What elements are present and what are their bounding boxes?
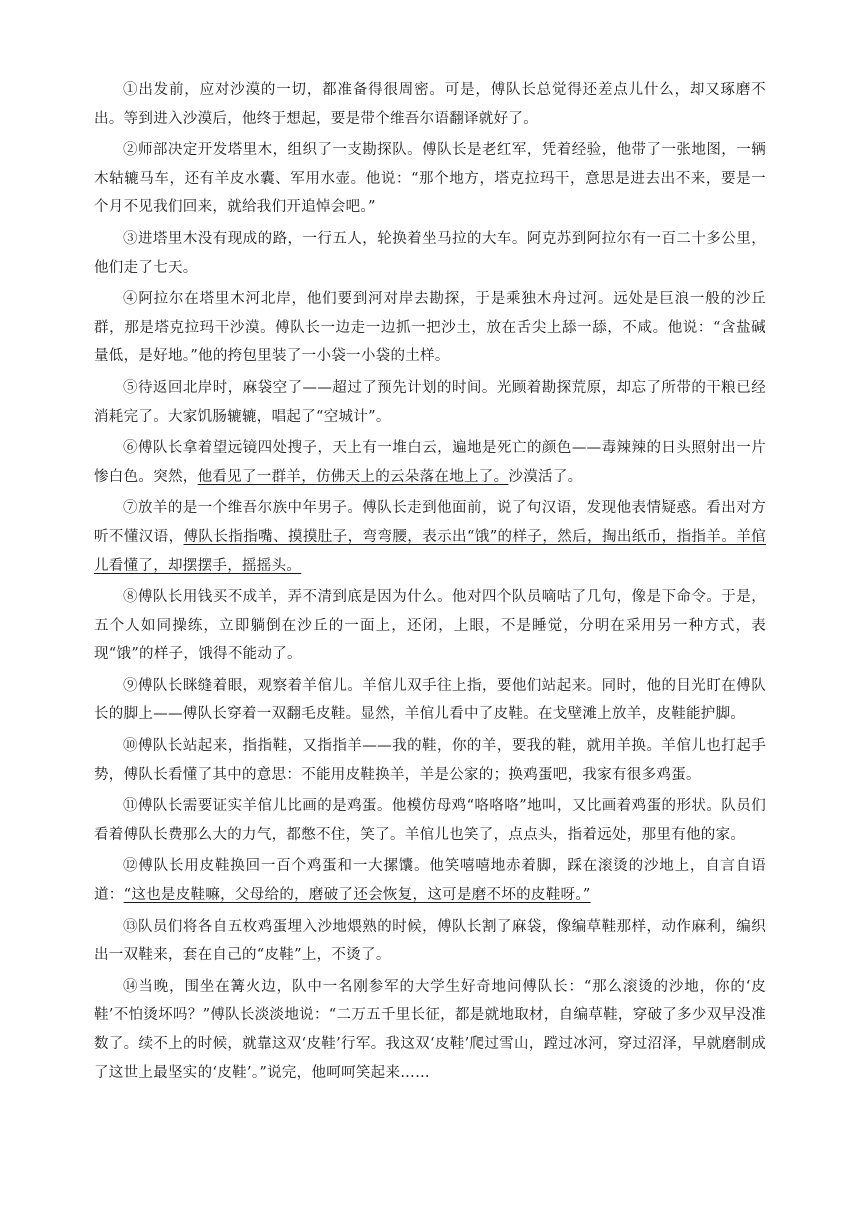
paragraph-text: ①出发前，应对沙漠的一切，都准备得很周密。可是，傅队长总觉得还差点儿什么，却又琢磨不出。等到进入沙漠后，他终于想起，要是带个维吾尔语翻译就好了。 bbox=[94, 82, 766, 127]
paragraph-text: ⑧傅队长用钱买不成羊，弄不清到底是因为什么。他对四个队员嘀咕了几句，像是下命令。于是，五个人如同操练，立即躺倒在沙丘的一面上，还闭，上眼，不是睡觉，分明在采用另一种方式，表现“饿”的样子，饿得不能动了。 bbox=[94, 589, 766, 663]
paragraph-11 bbox=[94, 792, 766, 849]
paragraph-text: ⑩傅队长站起来，指指鞋，又指指羊——我的鞋，你的羊，要我的鞋，就用羊换。羊倌儿也打起手势，傅队长看懂了其中的意思：不能用皮鞋换羊，羊是公家的；换鸡蛋吧，我家有很多鸡蛋。 bbox=[94, 738, 766, 783]
paragraph-text: ⑫傅队长用皮鞋换回一百个鸡蛋和一大摞馕。他笑嘻嘻地赤着脚，踩在滚烫的沙地上，自言自语道： bbox=[94, 858, 766, 904]
underlined-text: 他看见了一群羊，仿佛天上的云朵落在地上了。 bbox=[197, 468, 509, 485]
paragraph-text: ⑥傅队长拿着望远镜四处搜子，天上有一堆白云，遍地是死亡的颜色——毒辣辣的日头照射出一片惨白色。突然， bbox=[94, 440, 766, 485]
paragraph-text: ⑦放羊的是一个维吾尔族中年男子。傅队长走到他面前，说了句汉语，发现他表情疑惑。看出对方听不懂汉语， bbox=[94, 500, 766, 545]
paragraph-1 bbox=[94, 76, 766, 133]
paragraph-8 bbox=[94, 583, 766, 669]
paragraph-13 bbox=[94, 913, 766, 970]
underlined-text: 傅队长指指嘴、摸摸肚子，弯弯腰，表示出“饿”的样子，然后，掏出纸币，指指羊。羊倌儿看懂了，却摆摆手，摇摇头。 bbox=[94, 528, 766, 574]
paragraph-12 bbox=[94, 852, 766, 909]
paragraph-text: ②师部决定开发塔里木，组织了一支勘探队。傅队长是老红军，凭着经验，他带了一张地图，一辆木轱辘马车，还有羊皮水囊、军用水壶。他说：“那个地方，塔克拉玛干，意思是进去出不来，要是一个月不见我们回来，就给我们开追悼会吧。” bbox=[94, 142, 766, 216]
paragraph-text: ④阿拉尔在塔里木河北岸，他们要到河对岸去勘探，于是乘独木舟过河。远处是巨浪一般的沙丘群，那是塔克拉玛干沙漠。傅队长一边走一边抓一把沙土，放在舌尖上舔一舔，不咸。他说：“含盐碱量低，是好地。”他的挎包里装了一小袋一小袋的土样。 bbox=[94, 291, 766, 365]
paragraph-text: ⑨傅队长眯缝着眼，观察着羊倌儿。羊倌儿双手往上指，要他们站起来。同时，他的目光盯在傅队长的脚上——傅队长穿着一双翻毛皮鞋。显然，羊倌儿看中了皮鞋。在戈壁滩上放羊，皮鞋能护脚。 bbox=[94, 677, 766, 723]
paragraph-6 bbox=[94, 434, 766, 491]
paragraph-5 bbox=[94, 374, 766, 431]
underlined-text: “这也是皮鞋嘛，父母给的，磨破了还会恢复，这可是磨不坏的皮鞋呀。” bbox=[123, 887, 591, 904]
paragraph-text: ⑤待返回北岸时，麻袋空了——超过了预先计划的时间。光顾着勘探荒原，却忘了所带的干粮已经消耗完了。大家饥肠辘辘，唱起了“空城计”。 bbox=[94, 379, 766, 425]
paragraph-10 bbox=[94, 732, 766, 789]
paragraph-9 bbox=[94, 672, 766, 729]
paragraph-7 bbox=[94, 494, 766, 580]
paragraph-3 bbox=[94, 225, 766, 282]
paragraph-text: ③进塔里木没有现成的路，一行五人，轮换着坐马拉的大车。阿克苏到阿拉尔有一百二十多公里，他们走了七天。 bbox=[94, 230, 766, 276]
paragraph-2 bbox=[94, 136, 766, 222]
paragraph-text: ⑪傅队长需要证实羊倌儿比画的是鸡蛋。他模仿母鸡“咯咯咯”地叫，又比画着鸡蛋的形状。队员们看着傅队长费那么大的力气，都憋不住，笑了。羊倌儿也笑了，点点头，指着远处，那里有他的家。 bbox=[94, 798, 766, 843]
paragraph-14 bbox=[94, 973, 766, 1087]
paragraph-text: 沙漠活了。 bbox=[508, 468, 583, 485]
paragraph-text: ⑬队员们将各自五枚鸡蛋埋入沙地煨熟的时候，傅队长割了麻袋，像编草鞋那样，动作麻利，编织出一双鞋来，套在自己的“皮鞋”上，不烫了。 bbox=[94, 918, 766, 964]
story-body bbox=[94, 76, 766, 1087]
paragraph-text: ⑭当晚，围坐在篝火边，队中一名刚参军的大学生好奇地问傅队长：“那么滚烫的沙地，你的‘皮鞋’不怕烫坏吗？”傅队长淡淡地说：“二万五千里长征，都是就地取材，自编草鞋，穿破了多少双早没准数了。续不上的时候，就靠这双‘皮鞋’行军。我这双‘皮鞋’爬过雪山，蹚过冰河，穿过沼泽，早就磨制成了这世上最坚实的‘皮鞋’。”说完，他呵呵笑起来…… bbox=[94, 978, 766, 1081]
paragraph-4 bbox=[94, 285, 766, 371]
